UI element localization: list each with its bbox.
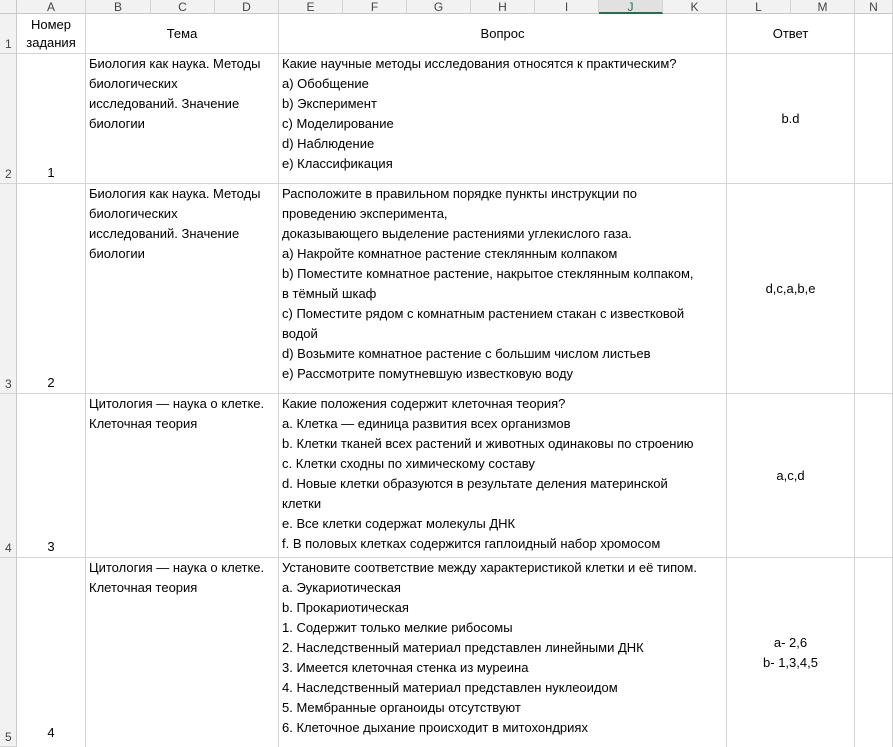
question-line: c) Моделирование xyxy=(282,116,394,131)
cell-header-question[interactable] xyxy=(279,14,727,54)
cell-topic-2[interactable] xyxy=(86,184,279,394)
question-line: b. Прокариотическая xyxy=(282,600,409,615)
cell-task-number-4[interactable] xyxy=(17,558,86,747)
question-line: b. Клетки тканей всех растений и животных одинаковы по строению xyxy=(282,436,694,451)
question-line: b) Эксперимент xyxy=(282,96,377,111)
question-line: проведению эксперимента, xyxy=(282,206,448,221)
column-header-b[interactable]: B xyxy=(86,0,151,14)
header-number-line: задания xyxy=(26,34,76,50)
answer-text: b.d xyxy=(781,110,800,126)
cell-question-2[interactable] xyxy=(279,184,727,394)
topic-line: Биология как наука. Методы xyxy=(89,186,261,201)
question-line: 4. Наследственный материал представлен нуклеоидом xyxy=(282,680,618,695)
topic-line: Клеточная теория xyxy=(89,416,198,431)
row-number: 4 xyxy=(5,541,12,555)
cell-task-number-3[interactable] xyxy=(17,394,86,558)
question-line: c) Поместите рядом с комнатным растением стакан с известковой xyxy=(282,306,685,321)
row-number: 5 xyxy=(5,730,12,744)
column-header-i[interactable]: I xyxy=(535,0,599,14)
question-line: a. Клетка — единица развития всех организмов xyxy=(282,416,571,431)
answer-text: d,c,a,b,e xyxy=(765,280,816,296)
question-line: e) Классификация xyxy=(282,156,393,171)
task-number: 4 xyxy=(47,725,55,740)
question-line: c. Клетки сходны по химическому составу xyxy=(282,456,535,471)
cell-empty-n5[interactable] xyxy=(855,558,893,747)
cell-empty-n1[interactable] xyxy=(855,14,893,54)
cell-answer-4[interactable] xyxy=(727,558,855,747)
topic-line: Цитология — наука о клетке. xyxy=(89,396,265,411)
column-header-a[interactable]: A xyxy=(17,0,86,14)
column-header-k[interactable]: K xyxy=(663,0,727,14)
row-header-4[interactable] xyxy=(0,394,17,558)
row-header-1[interactable] xyxy=(0,14,17,54)
question-line: a) Накройте комнатное растение стеклянным колпаком xyxy=(282,246,618,261)
column-header-l[interactable]: L xyxy=(727,0,791,14)
row-header-5[interactable] xyxy=(0,558,17,747)
cell-question-3[interactable] xyxy=(279,394,727,558)
column-header-j[interactable]: J xyxy=(599,0,663,14)
topic-line: биологии xyxy=(89,246,145,261)
topic-line: исследований. Значение xyxy=(89,96,240,111)
question-line: Установите соответствие между характеристикой клетки и её типом. xyxy=(282,560,697,575)
cell-answer-3[interactable] xyxy=(727,394,855,558)
question-line: d) Возьмите комнатное растение с большим числом листьев xyxy=(282,346,651,361)
task-number: 2 xyxy=(47,375,55,390)
answer-text: a- 2,6 xyxy=(773,634,808,650)
header-topic-label: Тема xyxy=(166,25,198,41)
answer-text: b- 1,3,4,5 xyxy=(763,654,818,670)
question-line: b) Поместите комнатное растение, накрытое стеклянным колпаком, xyxy=(282,266,694,281)
question-line: водой xyxy=(282,326,318,341)
cell-topic-4[interactable] xyxy=(86,558,279,747)
column-header-m[interactable]: M xyxy=(791,0,855,14)
cell-header-number[interactable] xyxy=(17,14,86,54)
cell-empty-n3[interactable] xyxy=(855,184,893,394)
row-header-2[interactable] xyxy=(0,54,17,184)
topic-line: Биология как наука. Методы xyxy=(89,56,261,71)
header-number-line: Номер xyxy=(30,16,71,32)
question-line: e) Рассмотрите помутневшую известковую воду xyxy=(282,366,574,381)
topic-line: Цитология — наука о клетке. xyxy=(89,560,265,575)
question-line: 1. Содержит только мелкие рибосомы xyxy=(282,620,513,635)
cell-task-number-2[interactable] xyxy=(17,184,86,394)
answer-text: a,c,d xyxy=(776,467,805,483)
question-line: a) Обобщение xyxy=(282,76,369,91)
question-line: 3. Имеется клеточная стенка из муреина xyxy=(282,660,529,675)
question-line: 5. Мембранные органоиды отсутствуют xyxy=(282,700,521,715)
question-line: d. Новые клетки образуются в результате деления материнской xyxy=(282,476,668,491)
cell-empty-n4[interactable] xyxy=(855,394,893,558)
topic-line: Клеточная теория xyxy=(89,580,198,595)
question-line: 6. Клеточное дыхание происходит в митохондриях xyxy=(282,720,588,735)
topic-line: биологических xyxy=(89,76,178,91)
cell-topic-1[interactable] xyxy=(86,54,279,184)
column-header-n[interactable]: N xyxy=(855,0,893,14)
question-line: Какие научные методы исследования относятся к практическим? xyxy=(282,56,677,71)
question-line: доказывающего выделение растениями углекислого газа. xyxy=(282,226,632,241)
column-header-h[interactable]: H xyxy=(471,0,535,14)
row-number: 2 xyxy=(5,167,12,181)
header-answer-label: Ответ xyxy=(772,25,809,41)
cell-empty-n2[interactable] xyxy=(855,54,893,184)
row-number: 1 xyxy=(5,37,12,51)
column-header-e[interactable]: E xyxy=(279,0,343,14)
topic-line: исследований. Значение xyxy=(89,226,240,241)
cell-header-answer[interactable] xyxy=(727,14,855,54)
question-line: клетки xyxy=(282,496,322,511)
column-header-g[interactable]: G xyxy=(407,0,471,14)
column-header-d[interactable]: D xyxy=(215,0,279,14)
row-header-3[interactable] xyxy=(0,184,17,394)
question-line: Расположите в правильном порядке пункты инструкции по xyxy=(282,186,638,201)
cell-question-4[interactable] xyxy=(279,558,727,747)
cell-answer-2[interactable] xyxy=(727,184,855,394)
question-line: a. Эукариотическая xyxy=(282,580,401,595)
cell-task-number-1[interactable] xyxy=(17,54,86,184)
header-question-label: Вопрос xyxy=(480,25,525,41)
cell-answer-1[interactable] xyxy=(727,54,855,184)
select-all-corner[interactable] xyxy=(0,0,17,14)
topic-line: биологии xyxy=(89,116,145,131)
topic-line: биологических xyxy=(89,206,178,221)
column-header-f[interactable]: F xyxy=(343,0,407,14)
question-line: в тёмный шкаф xyxy=(282,286,377,301)
cell-header-topic[interactable] xyxy=(86,14,279,54)
cell-topic-3[interactable] xyxy=(86,394,279,558)
question-line: d) Наблюдение xyxy=(282,136,375,151)
question-line: f. В половых клетках содержится гаплоидный набор хромосом xyxy=(282,536,661,551)
question-line: Какие положения содержит клеточная теория? xyxy=(282,396,566,411)
column-header-c[interactable]: C xyxy=(151,0,215,14)
row-number: 3 xyxy=(5,377,12,391)
task-number: 1 xyxy=(47,165,55,180)
cell-question-1[interactable] xyxy=(279,54,727,184)
task-number: 3 xyxy=(47,539,55,554)
question-line: 2. Наследственный материал представлен линейными ДНК xyxy=(282,640,644,655)
question-line: e. Все клетки содержат молекулы ДНК xyxy=(282,516,516,531)
